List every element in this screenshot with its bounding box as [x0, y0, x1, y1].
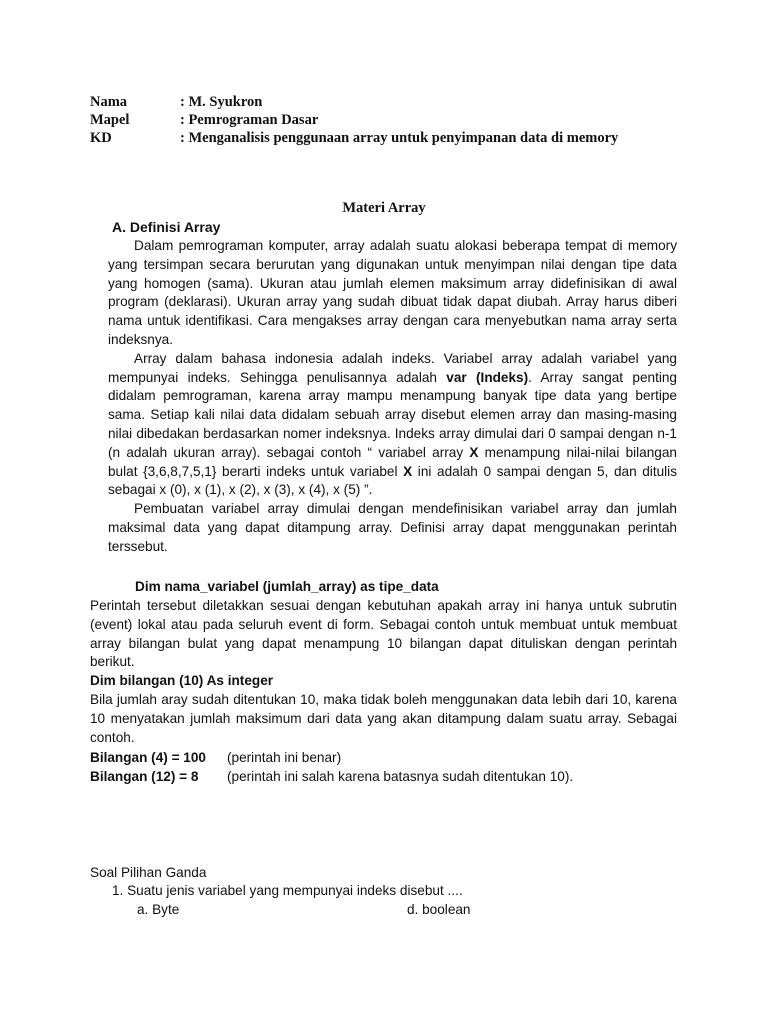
header-key: KD [90, 130, 112, 146]
header-block [90, 93, 730, 147]
code-declaration-syntax: Dim nama_variabel (jumlah_array) as tipe_data [135, 579, 439, 594]
example-code: Bilangan (12) = 8 [90, 769, 199, 784]
paragraph-2-text-c: menampung nilai-nilai bilangan bulat {3,6,8,7,5,1} berarti indeks untuk variabel [108, 444, 677, 479]
header-value: : Menganalisis penggunaan array untuk penyimpanan data di memory [180, 130, 619, 146]
paragraph-2-x1: X [469, 444, 479, 460]
header-value: : M. Syukron [180, 94, 263, 110]
paragraph-3: Pembuatan variabel array dimulai dengan mendefinisikan variabel array dan jumlah maksimal data yang dapat ditampung array. Definisi array dapat menggunakan perintah terssebut. [108, 501, 677, 554]
paragraph-2-x2: X [403, 463, 413, 479]
example-code: Bilangan (4) = 100 [90, 750, 206, 765]
page-title: Materi Array [342, 200, 426, 216]
header-row-kd [90, 129, 730, 147]
quiz-option-d: d. boolean [407, 902, 471, 917]
quiz-heading: Soal Pilihan Ganda [90, 865, 207, 880]
header-row-mapel [90, 111, 730, 129]
section-heading-a: A. Definisi Array [112, 219, 221, 235]
paragraph-2-bold: var (Indeks) [446, 369, 529, 385]
code-declaration-example: Dim bilangan (10) As integer [90, 673, 274, 689]
example-note: (perintah ini salah karena batasnya sudah ditentukan 10). [227, 769, 574, 784]
quiz-question-1: 1. Suatu jenis variabel yang mempunyai indeks disebut .... [112, 883, 463, 898]
quiz-option-a: a. Byte [137, 902, 180, 917]
paragraph-5: Bila jumlah aray sudah ditentukan 10, maka tidak boleh menggunakan data lebih dari 10, karena 10 menyatakan jumlah maksimum dari data yang akan ditampung dalam suatu array. Sebagai contoh. [90, 691, 677, 745]
header-row-nama [90, 93, 730, 111]
header-key: Mapel [90, 112, 130, 128]
example-line-2 [90, 769, 574, 784]
paragraph-4: Perintah tersebut diletakkan sesuai dengan kebutuhan apakah array ini hanya untuk subrutin (event) lokal atau pada seluruh event di form. Sebagai contoh untuk membuat untuk membuat array bilangan bulat yang dapat menampung 10 bilangan dapat dituliskan dengan perintah berikut. [90, 598, 677, 670]
paragraph-2 [108, 350, 677, 500]
header-value: : Pemrograman Dasar [180, 112, 319, 128]
example-line-1 [90, 750, 342, 765]
paragraph-2-text-b: . Array sangat penting didalam pemrograman, karena array mampu menampung banyak tipe data yang bertipe sama. Setiap kali nilai data didalam sebuah array disebut elemen array dan masing-masing nilai dibedakan berdasarkan nomer indeksnya. Indeks array dimulai dari 0 sampai dengan n-1 (n adalah ukuran array). sebagai contoh “ variabel array [108, 369, 677, 460]
example-note: (perintah ini benar) [227, 750, 342, 765]
paragraph-1: Dalam pemrograman komputer, array adalah suatu alokasi beberapa tempat di memory yang tersimpan secara berurutan yang digunakan untuk menyimpan nilai dengan tipe data yang homogen (sama). Ukuran atau jumlah elemen maksimum array didefinisikan di awal program (deklarasi). Ukuran array yang sudah dibuat tidak dapat diubah. Array harus diberi nama untuk identifikasi. Cara mengakses array dengan cara menyebutkan nama array serta indeksnya. [108, 238, 677, 347]
definition-body [108, 237, 677, 557]
paragraph-2-text-a: Array dalam bahasa indonesia adalah indeks. Variabel array adalah variabel yang mempunyai indeks. Sehingga penulisannya adalah [108, 350, 677, 385]
header-key: Nama [90, 94, 128, 110]
explanation-body [90, 597, 677, 747]
paragraph-2-text-d: ini adalah 0 sampai dengan 5, dan ditulis sebagai x (0), x (1), x (2), x (3), x (4), x (5) ”. [108, 463, 677, 498]
